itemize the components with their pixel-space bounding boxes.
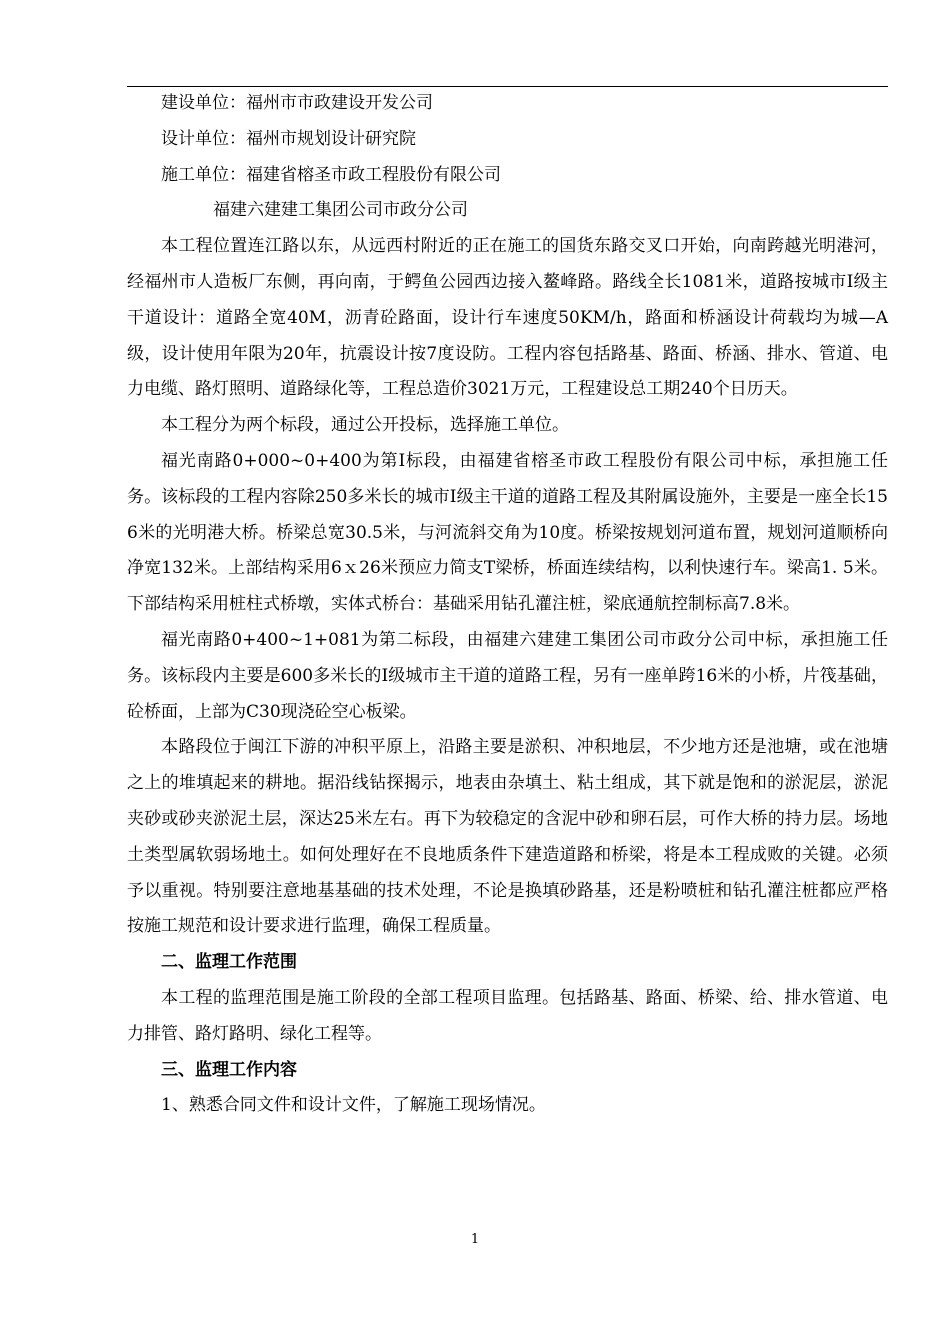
content-item-1: 1、熟悉合同文件和设计文件，了解施工现场情况。 [161, 1095, 546, 1116]
project-overview-paragraph: 本工程位置连江路以东，从远西村附近的正在施工的国货东路交叉口开始，向南跨越光明港河，经福州市人造板厂东侧，再向南，于鳄鱼公园西边接入鳌峰路。路线全长1081米，道路按城市I级主干道设计：道路全宽40M，沥青砼路面，设计行车速度50KM/h，路面和桥涵设计荷载均为城—A级，设计使用年限为20年，抗震设计按7度设防。工程内容包括路基、路面、桥涵、排水、管道、电力电缆、路灯照明、道路绿化等，工程总造价3021万元，工程建设总工期240个日历天。 [127, 236, 888, 400]
builder-unit-line-2: 福建六建建工集团公司市政分公司 [213, 200, 468, 221]
document-body [127, 86, 888, 1124]
design-unit-line: 设计单位：福州市规划设计研究院 [161, 128, 416, 149]
bidding-paragraph: 本工程分为两个标段，通过公开投标，选择施工单位。 [161, 415, 569, 436]
construction-unit-line: 建设单位：福州市市政建设开发公司 [161, 93, 433, 113]
scope-heading: 二、监理工作范围 [161, 952, 297, 973]
geology-paragraph: 本路段位于闽江下游的冲积平原上，沿路主要是淤积、冲积地层，不少地方还是池塘，或在池塘之上的堆填起来的耕地。据沿线钻探揭示，地表由杂填土、粘土组成，其下就是饱和的淤泥层，淤泥夹砂或砂夹淤泥土层，深达25米左右。再下为较稳定的含泥中砂和卵石层，可作大桥的持力层。场地土类型属软弱场地土。如何处理好在不良地质条件下建造道路和桥梁，将是本工程成败的关键。必须予以重视。特别要注意地基基础的技术处理，不论是换填砂路基，还是粉喷桩和钻孔灌注桩都应严格按施工规范和设计要求进行监理，确保工程质量。 [127, 737, 888, 937]
page-number: 1 [470, 1232, 480, 1247]
builder-unit-line: 施工单位：福建省榕圣市政工程股份有限公司 [161, 164, 501, 185]
scope-paragraph: 本工程的监理范围是施工阶段的全部工程项目监理。包括路基、路面、桥梁、给、排水管道、电力排管、路灯路明、绿化工程等。 [127, 987, 888, 1044]
section-one-paragraph: 福光南路0+000~0+400为第I标段，由福建省榕圣市政工程股份有限公司中标，承担施工任务。该标段的工程内容除250多米长的城市Ⅰ级主干道的道路工程及其附属设施外，主要是一座全长156米的光明港大桥。桥梁总宽30.5米，与河流斜交角为10度。桥梁按规划河道布置，规划河道顺桥向净宽132米。上部结构采用6ｘ26米预应力简支T梁桥，桥面连续结构，以利快速行车。梁高1. 5米。下部结构采用桩柱式桥墩，实体式桥台：基础采用钻孔灌注桩，梁底通航控制标高7.8米。 [127, 450, 888, 615]
section-two-paragraph: 福光南路0+400~1+081为第二标段，由福建六建建工集团公司市政分公司中标，承担施工任务。该标段内主要是600多米长的Ⅰ级城市主干道的道路工程，另有一座单跨16米的小桥，片筏基础，砼桥面，上部为C30现浇砼空心板梁。 [127, 629, 888, 722]
content-heading: 三、监理工作内容 [161, 1059, 297, 1080]
